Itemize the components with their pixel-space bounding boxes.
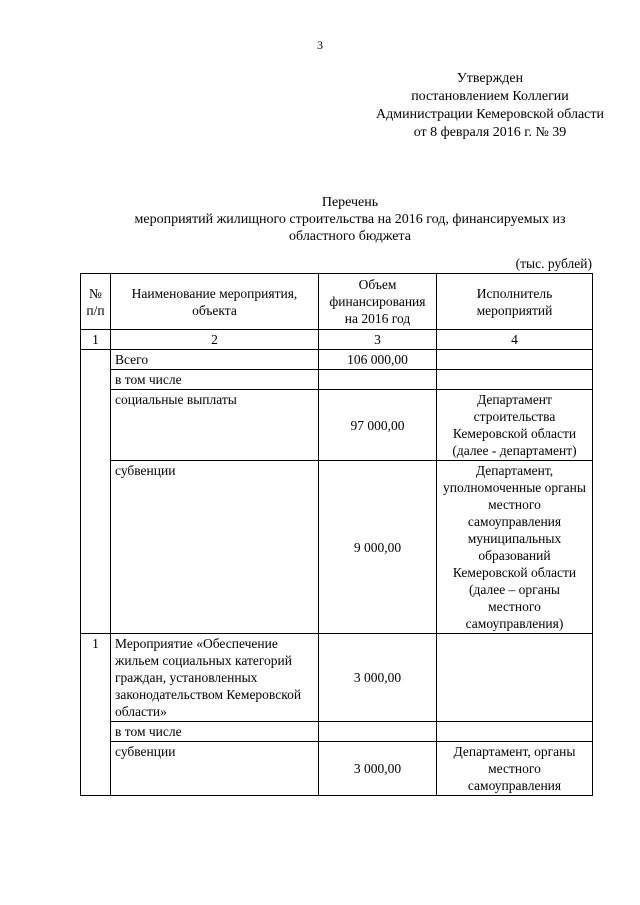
- header-executor: Исполнитель мероприятий: [437, 274, 593, 330]
- col-number-4: 4: [437, 330, 593, 350]
- table-row: [81, 742, 593, 796]
- approval-line-1: Утвержден: [456, 71, 524, 86]
- page-number: 3: [317, 38, 323, 52]
- row-volume: 97 000,00: [319, 390, 437, 461]
- row-executor: [437, 722, 593, 742]
- table-row: [81, 722, 593, 742]
- approval-line-3: Администрации Кемеровской области: [376, 107, 604, 122]
- title-line-3: областного бюджета: [289, 229, 411, 244]
- row-name: субвенции: [111, 461, 319, 634]
- table-header-row: [81, 274, 593, 330]
- table-row: [81, 461, 593, 634]
- row-num: [81, 350, 111, 634]
- row-volume: [319, 722, 437, 742]
- row-name: в том числе: [111, 722, 319, 742]
- document-title: [100, 194, 600, 245]
- row-name: Всего: [111, 350, 319, 370]
- row-name: Мероприятие «Обеспечение жильем социальных категорий граждан, установленных законодательством Кемеровской области»: [111, 634, 319, 722]
- row-name: социальные выплаты: [111, 390, 319, 461]
- approval-line-4: от 8 февраля 2016 г. № 39: [413, 125, 567, 140]
- row-executor: Департамент строительства Кемеровской области (далее - департамент): [437, 390, 593, 461]
- header-name: Наименование мероприятия, объекта: [111, 274, 319, 330]
- row-name: субвенции: [111, 742, 319, 796]
- header-num: № п/п: [81, 274, 111, 330]
- col-number-1: 1: [81, 330, 111, 350]
- column-numbers-row: [81, 330, 593, 350]
- table-row: [81, 634, 593, 722]
- col-number-2: 2: [111, 330, 319, 350]
- table-row: [81, 370, 593, 390]
- row-volume: 9 000,00: [319, 461, 437, 634]
- row-num: 1: [81, 634, 111, 796]
- table-row: [81, 350, 593, 370]
- row-executor: [437, 350, 593, 370]
- title-line-2: мероприятий жилищного строительства на 2016 год, финансируемых из: [134, 212, 566, 227]
- approval-line-2: постановлением Коллегии: [411, 89, 569, 104]
- row-volume: 3 000,00: [319, 634, 437, 722]
- approval-block: [330, 70, 640, 142]
- title-line-1: Перечень: [321, 195, 379, 210]
- col-number-3: 3: [319, 330, 437, 350]
- row-volume: 3 000,00: [319, 742, 437, 796]
- header-volume: Объем финансирования на 2016 год: [319, 274, 437, 330]
- row-executor: [437, 634, 593, 722]
- row-executor: Департамент, органы местного самоуправления: [437, 742, 593, 796]
- row-name: в том числе: [111, 370, 319, 390]
- units-label: (тыс. рублей): [515, 256, 592, 271]
- measures-table: [80, 273, 593, 796]
- row-volume: 106 000,00: [319, 350, 437, 370]
- row-executor: Департамент, уполномоченные органы местного самоуправления муниципальных образований Кемеровской области (далее – органы местного самоуправления): [437, 461, 593, 634]
- table-row: [81, 390, 593, 461]
- row-executor: [437, 370, 593, 390]
- row-volume: [319, 370, 437, 390]
